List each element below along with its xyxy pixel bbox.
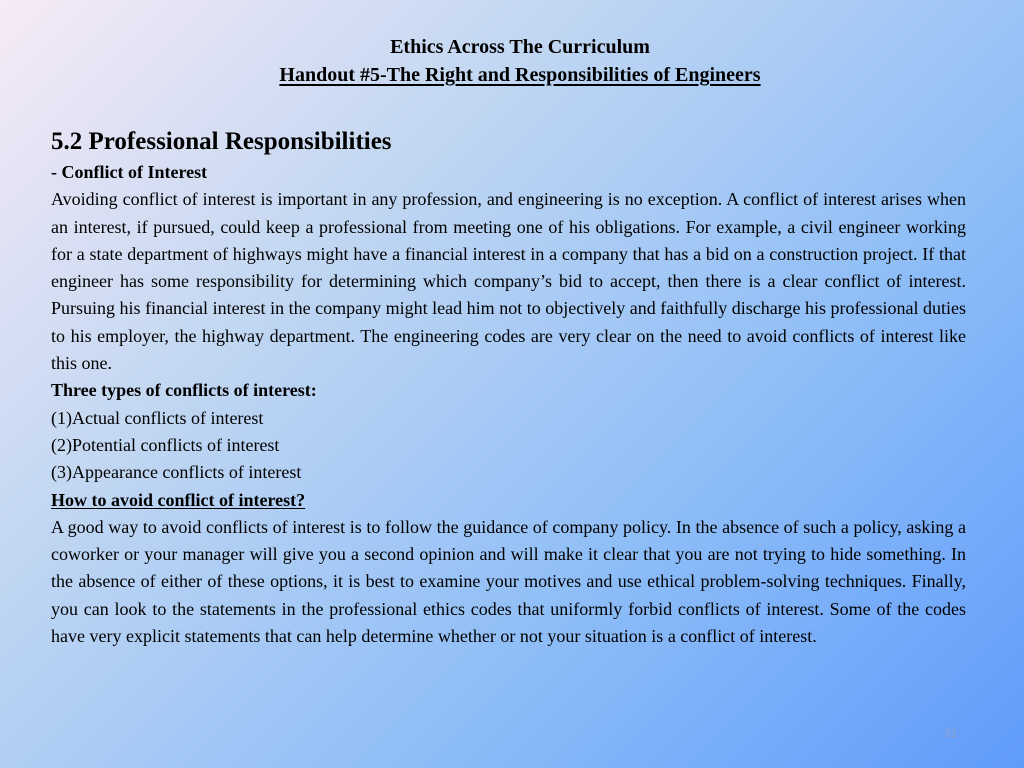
list-item-actual: (1)Actual conflicts of interest	[51, 407, 264, 428]
title-block	[0, 33, 1024, 89]
intro-paragraph: Avoiding conflict of interest is important in any profession, and engineering is no exception. A conflict of interest arises when an interest, if pursued, could keep a professional from meeting one of his obligations. For example, a civil engineer working for a state department of highways might have a financial interest in a company that has a bid on a construction project. If that engineer has some responsibility for determining which company’s bid to accept, then there is a clear conflict of interest. Pursuing his financial interest in the company might lead him not to objectively and faithfully discharge his professional duties to his employer, the highway department. The engineering codes are very clear on the need to avoid conflicts of interest like this one.	[51, 189, 966, 374]
document-title: Ethics Across The Curriculum	[390, 36, 650, 58]
subheading-conflict-of-interest: - Conflict of Interest	[51, 162, 208, 182]
list-item-potential: (2)Potential conflicts of interest	[51, 434, 280, 455]
content-body	[51, 125, 966, 650]
page-number: 31	[944, 726, 958, 740]
list-item-appearance: (3)Appearance conflicts of interest	[51, 462, 302, 483]
types-heading: Three types of conflicts of interest:	[51, 380, 317, 401]
avoid-heading: How to avoid conflict of interest?	[51, 489, 306, 510]
avoid-heading-wrapper	[51, 487, 966, 514]
handout-subtitle: Handout #5-The Right and Responsibilities of Engineers	[279, 64, 761, 86]
avoid-paragraph: A good way to avoid conflicts of interest is to follow the guidance of company policy. In the absence of such a policy, asking a coworker or your manager will give you a second opinion and will make it clear that you are not trying to hide something. In the absence of either of these options, it is best to examine your motives and use ethical problem-solving techniques. Finally, you can look to the statements in the professional ethics codes that uniformly forbid conflicts of interest. Some of the codes have very explicit statements that can help determine whether or not your situation is a conflict of interest.	[51, 516, 966, 647]
section-heading: 5.2 Professional Responsibilities	[51, 128, 392, 155]
